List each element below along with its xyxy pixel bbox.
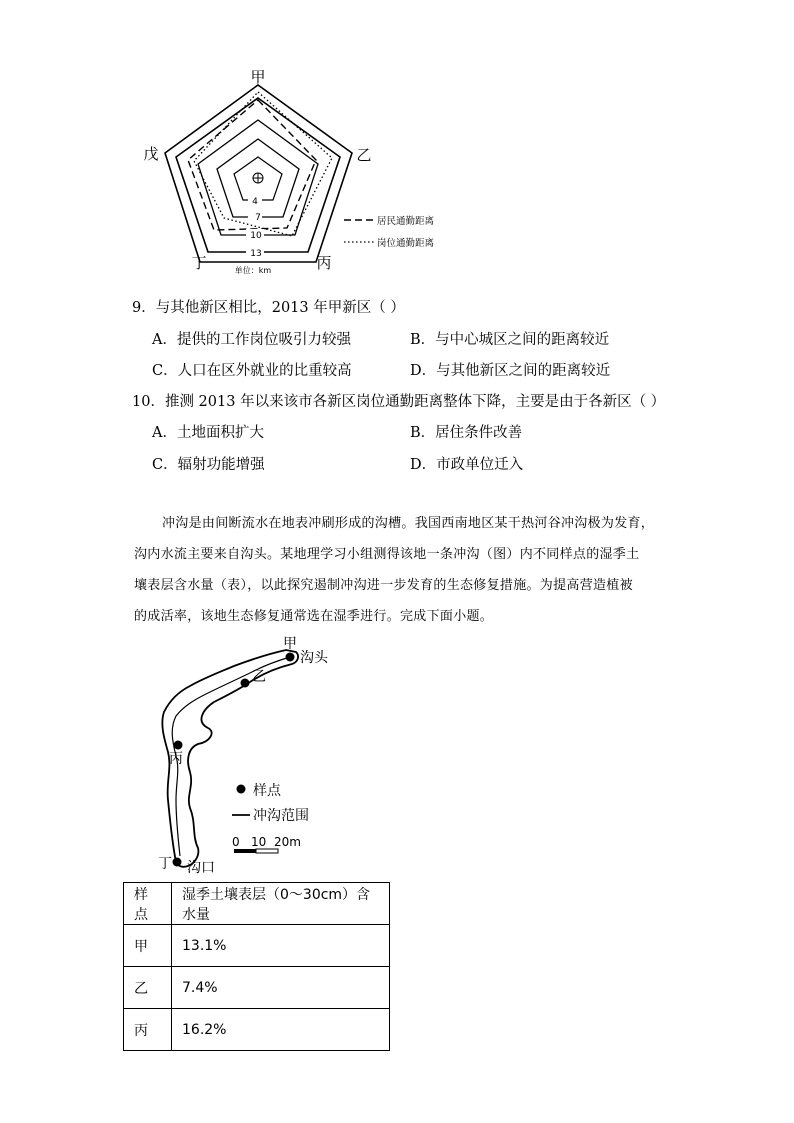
series-resident-commute <box>188 100 316 230</box>
question-10-stem: 10．推测 2013 年以来该市各新区岗位通勤距离整体下降，主要是由于各新区（ ） <box>132 394 666 410</box>
scale-label: 10 <box>251 835 267 849</box>
map-mouth-label: 沟口 <box>187 860 215 876</box>
sample-point-yi <box>241 679 250 688</box>
passage-line: 冲沟是由间断流水在地表冲刷形成的沟槽。我国西南地区某干热河谷冲沟极为发育， <box>162 516 655 531</box>
radar-ring-label: 7 <box>255 213 261 223</box>
legend-point-label: 样点 <box>253 783 281 799</box>
radar-chart <box>130 64 460 284</box>
legend-job: 岗位通勤距离 <box>377 238 435 249</box>
radar-unit-label: 单位：km <box>234 266 272 275</box>
scale-label: 20m <box>274 835 301 849</box>
map-point-label: 甲 <box>283 636 297 652</box>
legend-point-symbol <box>237 785 246 794</box>
question-9-stem: 9．与其他新区相比，2013 年甲新区（ ） <box>132 300 405 316</box>
map-point-label: 丁 <box>158 856 172 872</box>
q10-option-b[interactable]: B．居住条件改善 <box>410 425 523 441</box>
radar-vertex-label: 丁 <box>191 254 207 272</box>
radar-ring-label: 10 <box>250 231 262 241</box>
passage-line: 壤表层含水量（表），以此探究遏制冲沟进一步发育的生态修复措施。为提高营造植被 <box>134 578 633 593</box>
q9-option-b[interactable]: B．与中心城区之间的距离较近 <box>410 332 610 348</box>
moisture-table <box>123 882 390 1051</box>
radar-vertex-label: 戊 <box>143 145 159 163</box>
scale-label: 0 <box>232 835 240 849</box>
radar-ring-label: 4 <box>252 197 258 207</box>
q10-option-a[interactable]: A．土地面积扩大 <box>152 425 264 441</box>
radar-vertex-label: 乙 <box>356 146 372 164</box>
table-header: 湿季土壤表层（0～30cm）含水量 <box>172 883 390 925</box>
table-cell: 7.4% <box>172 967 390 1009</box>
sample-point-bing <box>174 741 183 750</box>
passage-line: 的成活率，该地生态修复通常选在湿季进行。完成下面小题。 <box>134 609 494 624</box>
q10-option-c[interactable]: C．辐射功能增强 <box>152 457 265 473</box>
q9-option-a[interactable]: A．提供的工作岗位吸引力较强 <box>152 332 351 348</box>
passage-line: 沟内水流主要来自沟头。某地理学习小组测得该地一条冲沟（图）内不同样点的湿季土 <box>134 547 640 562</box>
legend-line-label: 冲沟范围 <box>253 808 309 824</box>
table-header: 样点 <box>124 883 172 925</box>
radar-vertex-label: 丙 <box>316 254 332 272</box>
gully-map <box>150 632 350 877</box>
q9-option-d[interactable]: D．与其他新区之间的距离较近 <box>410 363 611 379</box>
table-cell: 13.1% <box>172 925 390 967</box>
passage <box>134 508 664 632</box>
sample-point-ding <box>173 858 182 867</box>
radar-vertex-label: 甲 <box>250 68 266 86</box>
map-point-label: 丙 <box>169 751 183 767</box>
map-point-label: 乙 <box>252 669 266 685</box>
table-row <box>124 925 390 967</box>
q9-option-c[interactable]: C．人口在区外就业的比重较高 <box>152 363 352 379</box>
table-cell: 乙 <box>124 967 172 1009</box>
table-header-row <box>124 883 390 925</box>
q10-option-d[interactable]: D．市政单位迁入 <box>410 457 524 473</box>
table-row <box>124 967 390 1009</box>
radar-ring-label: 13 <box>250 249 262 259</box>
legend-resident: 居民通勤距离 <box>377 216 435 227</box>
table-row <box>124 1009 390 1051</box>
table-cell: 丙 <box>124 1009 172 1051</box>
sample-point-jia <box>286 653 295 662</box>
map-head-label: 沟头 <box>300 650 328 666</box>
table-cell: 16.2% <box>172 1009 390 1051</box>
table-cell: 甲 <box>124 925 172 967</box>
